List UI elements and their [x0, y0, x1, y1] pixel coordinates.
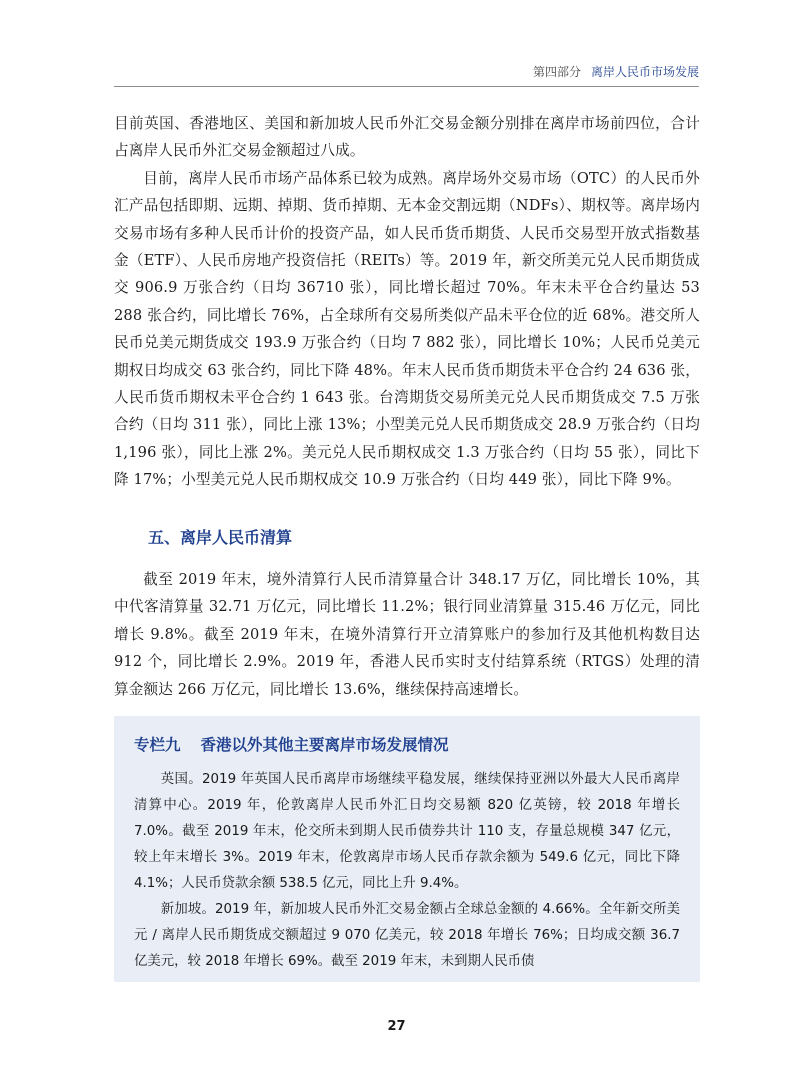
- box-paragraph-uk: 英国。2019 年英国人民币离岸市场继续平稳发展，继续保持亚洲以外最大人民币离岸清算中心。2019 年，伦敦离岸人民币外汇日均交易额 820 亿英镑，较 2018 年增长 7.0%。截至 2019 年末，伦交所未到期人民币债券共计 110 支，存量总规模 347 亿元，较上年末增长 3%。2019 年末，伦敦离岸市场人民币存款余额为 549.6 亿元，同比下降 4.1%；人民币贷款余额 538.5 亿元，同比上升 9.4%。: [134, 772, 680, 891]
- feature-box: [114, 716, 700, 982]
- box-title-text: 香港以外其他主要离岸市场发展情况: [200, 736, 449, 754]
- header-chapter-title: 离岸人民币市场发展: [590, 65, 699, 79]
- paragraph-ranking: 目前英国、香港地区、美国和新加坡人民币外汇交易金额分别排在离岸市场前四位，合计占离岸人民币外汇交易金额超过八成。: [114, 115, 700, 160]
- paragraph-products: 目前，离岸人民币市场产品体系已较为成熟。离岸场外交易市场（OTC）的人民币外汇产品包括即期、远期、掉期、货币掉期、无本金交割远期（NDFs）、期权等。离岸场内交易市场有多种人民币计价的投资产品，如人民币货币期货、人民币交易型开放式指数基金（ETF）、人民币房地产投资信托（REITs）等。2019 年，新交所美元兑人民币期货成交 906.9 万张合约（日均 36710 张），同比增长超过 70%。年末未平仓合约量达 53 288 张合约，同比增长 76%，占全球所有交易所类似产品未平仓位的近 68%。港交所人民币兑美元期货成交 193.9 万张合约（日均 7 882 张），同比增长 10%；人民币兑美元期权日均成交 63 张合约，同比下降 48%。年末人民币货币期货未平仓合约 24 636 张，人民币货币期权未平仓合约 1 643 张。台湾期货交易所美元兑人民币期货成交 7.5 万张合约（日均 311 张），同比上涨 13%；小型美元兑人民币期货成交 28.9 万张合约（日均 1,196 张），同比上涨 2%。美元兑人民币期权成交 1.3 万张合约（日均 55 张），同比下降 17%；小型美元兑人民币期权成交 10.9 万张合约（日均 449 张），同比下降 9%。: [114, 169, 700, 489]
- page-number: 27: [387, 1019, 406, 1034]
- box-label: 专栏九: [134, 736, 181, 754]
- section-heading: 五、离岸人民币清算: [148, 528, 293, 547]
- intro-text: [114, 110, 700, 494]
- box-paragraph-singapore: 新加坡。2019 年，新加坡人民币外汇交易金额占全球总金额的 4.66%。全年新交所美元 / 离岸人民币期货成交额超过 9 070 亿美元，较 2018 年增长 76%；日均成交额 36.7 亿美元，较 2018 年增长 69%。截至 2019 年末，未到期人民币债: [134, 902, 680, 969]
- header-text: [533, 63, 699, 80]
- section-text: [114, 566, 700, 703]
- box-body: [134, 767, 680, 975]
- running-header: [114, 60, 699, 87]
- box-title: [134, 733, 449, 755]
- paragraph-clearing: 截至 2019 年末，境外清算行人民币清算量合计 348.17 万亿，同比增长 10%，其中代客清算量 32.71 万亿元，同比增长 11.2%；银行同业清算量 315.46 万亿元，同比增长 9.8%。截至 2019 年末，在境外清算行开立清算账户的参加行及其他机构数目达 912 个，同比增长 2.9%。2019 年，香港人民币实时支付结算系统（RTGS）处理的清算金额达 266 万亿元，同比增长 13.6%，继续保持高速增长。: [114, 571, 700, 698]
- header-part-label: 第四部分: [532, 65, 581, 79]
